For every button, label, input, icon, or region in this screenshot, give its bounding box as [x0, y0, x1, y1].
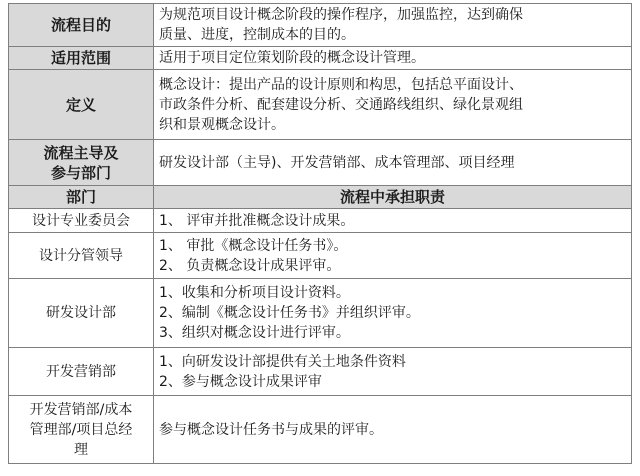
departments-content: [154, 140, 632, 186]
dept-cell: 设计分管领导: [9, 233, 154, 279]
scope-line: 适用于项目定位策划阶段的概念设计管理。: [159, 50, 425, 66]
departments-label: [9, 140, 154, 186]
dept-header: 部门: [9, 186, 154, 209]
duty-line: 1、向研发设计部提供有关土地条件资料: [159, 353, 406, 370]
dept-cell: 研发设计部: [9, 279, 154, 348]
purpose-line: 质量、进度，控制成本的目的。: [159, 27, 355, 43]
duty-row: [9, 348, 632, 396]
duty-cell: [154, 279, 632, 348]
dept-cell: 开发营销部: [9, 348, 154, 396]
duty-cell: [154, 209, 632, 233]
departments-row: [9, 140, 632, 186]
definition-label: 定义: [9, 70, 154, 140]
dept-line: 理: [74, 441, 88, 458]
scope-content: [154, 47, 632, 70]
purpose-line: 为规范项目设计概念阶段的操作程序，加强监控，达到确保: [159, 7, 523, 23]
purpose-row: [9, 4, 632, 47]
duty-line: 参与概念设计任务书与成果的评审。: [159, 421, 383, 438]
dept-cell: 设计专业委员会: [9, 209, 154, 233]
purpose-label: 流程目的: [9, 4, 154, 47]
dept-line: 开发营销部/成本: [29, 401, 133, 418]
duty-line: 2、 负责概念设计成果评审。: [159, 257, 341, 274]
scope-row: [9, 47, 632, 70]
duty-header: 流程中承担职责: [154, 186, 632, 209]
definition-row: [9, 70, 632, 140]
definition-line: 市政条件分析、配套建设分析、交通路线组织、绿化景观组: [159, 96, 523, 113]
process-table: [8, 3, 632, 464]
definition-line: 织和景观概念设计。: [159, 116, 285, 133]
duty-cell: [154, 348, 632, 396]
departments-label-line: 参与部门: [50, 163, 111, 182]
departments-label-line: 流程主导及: [43, 143, 119, 162]
dept-line: 管理部/项目总经: [29, 421, 133, 438]
departments-line: 研发设计部（主导)、开发营销部、成本管理部、项目经理: [159, 154, 515, 171]
duty-header-row: [9, 186, 632, 209]
duty-line: 1、收集和分析项目设计资料。: [159, 285, 350, 301]
duty-row: [9, 396, 632, 464]
duty-line: 3、组织对概念设计进行评审。: [159, 325, 350, 341]
scope-label: 适用范围: [9, 47, 154, 70]
definition-content: [154, 70, 632, 140]
duty-line: 2、参与概念设计成果评审: [159, 373, 322, 390]
duty-line: 2、编制《概念设计任务书》并组织评审。: [159, 305, 420, 321]
definition-line: 概念设计：提出产品的设计原则和构思，包括总平面设计、: [159, 76, 523, 93]
duty-line: 1、 审批《概念设计任务书》。: [159, 237, 348, 254]
duty-row: [9, 209, 632, 233]
duty-line: 1、 评审并批准概念设计成果。: [159, 212, 355, 229]
duty-row: [9, 279, 632, 348]
duty-row: [9, 233, 632, 279]
purpose-content: [154, 4, 632, 47]
duty-cell: [154, 396, 632, 464]
dept-cell: [9, 396, 154, 464]
duty-cell: [154, 233, 632, 279]
